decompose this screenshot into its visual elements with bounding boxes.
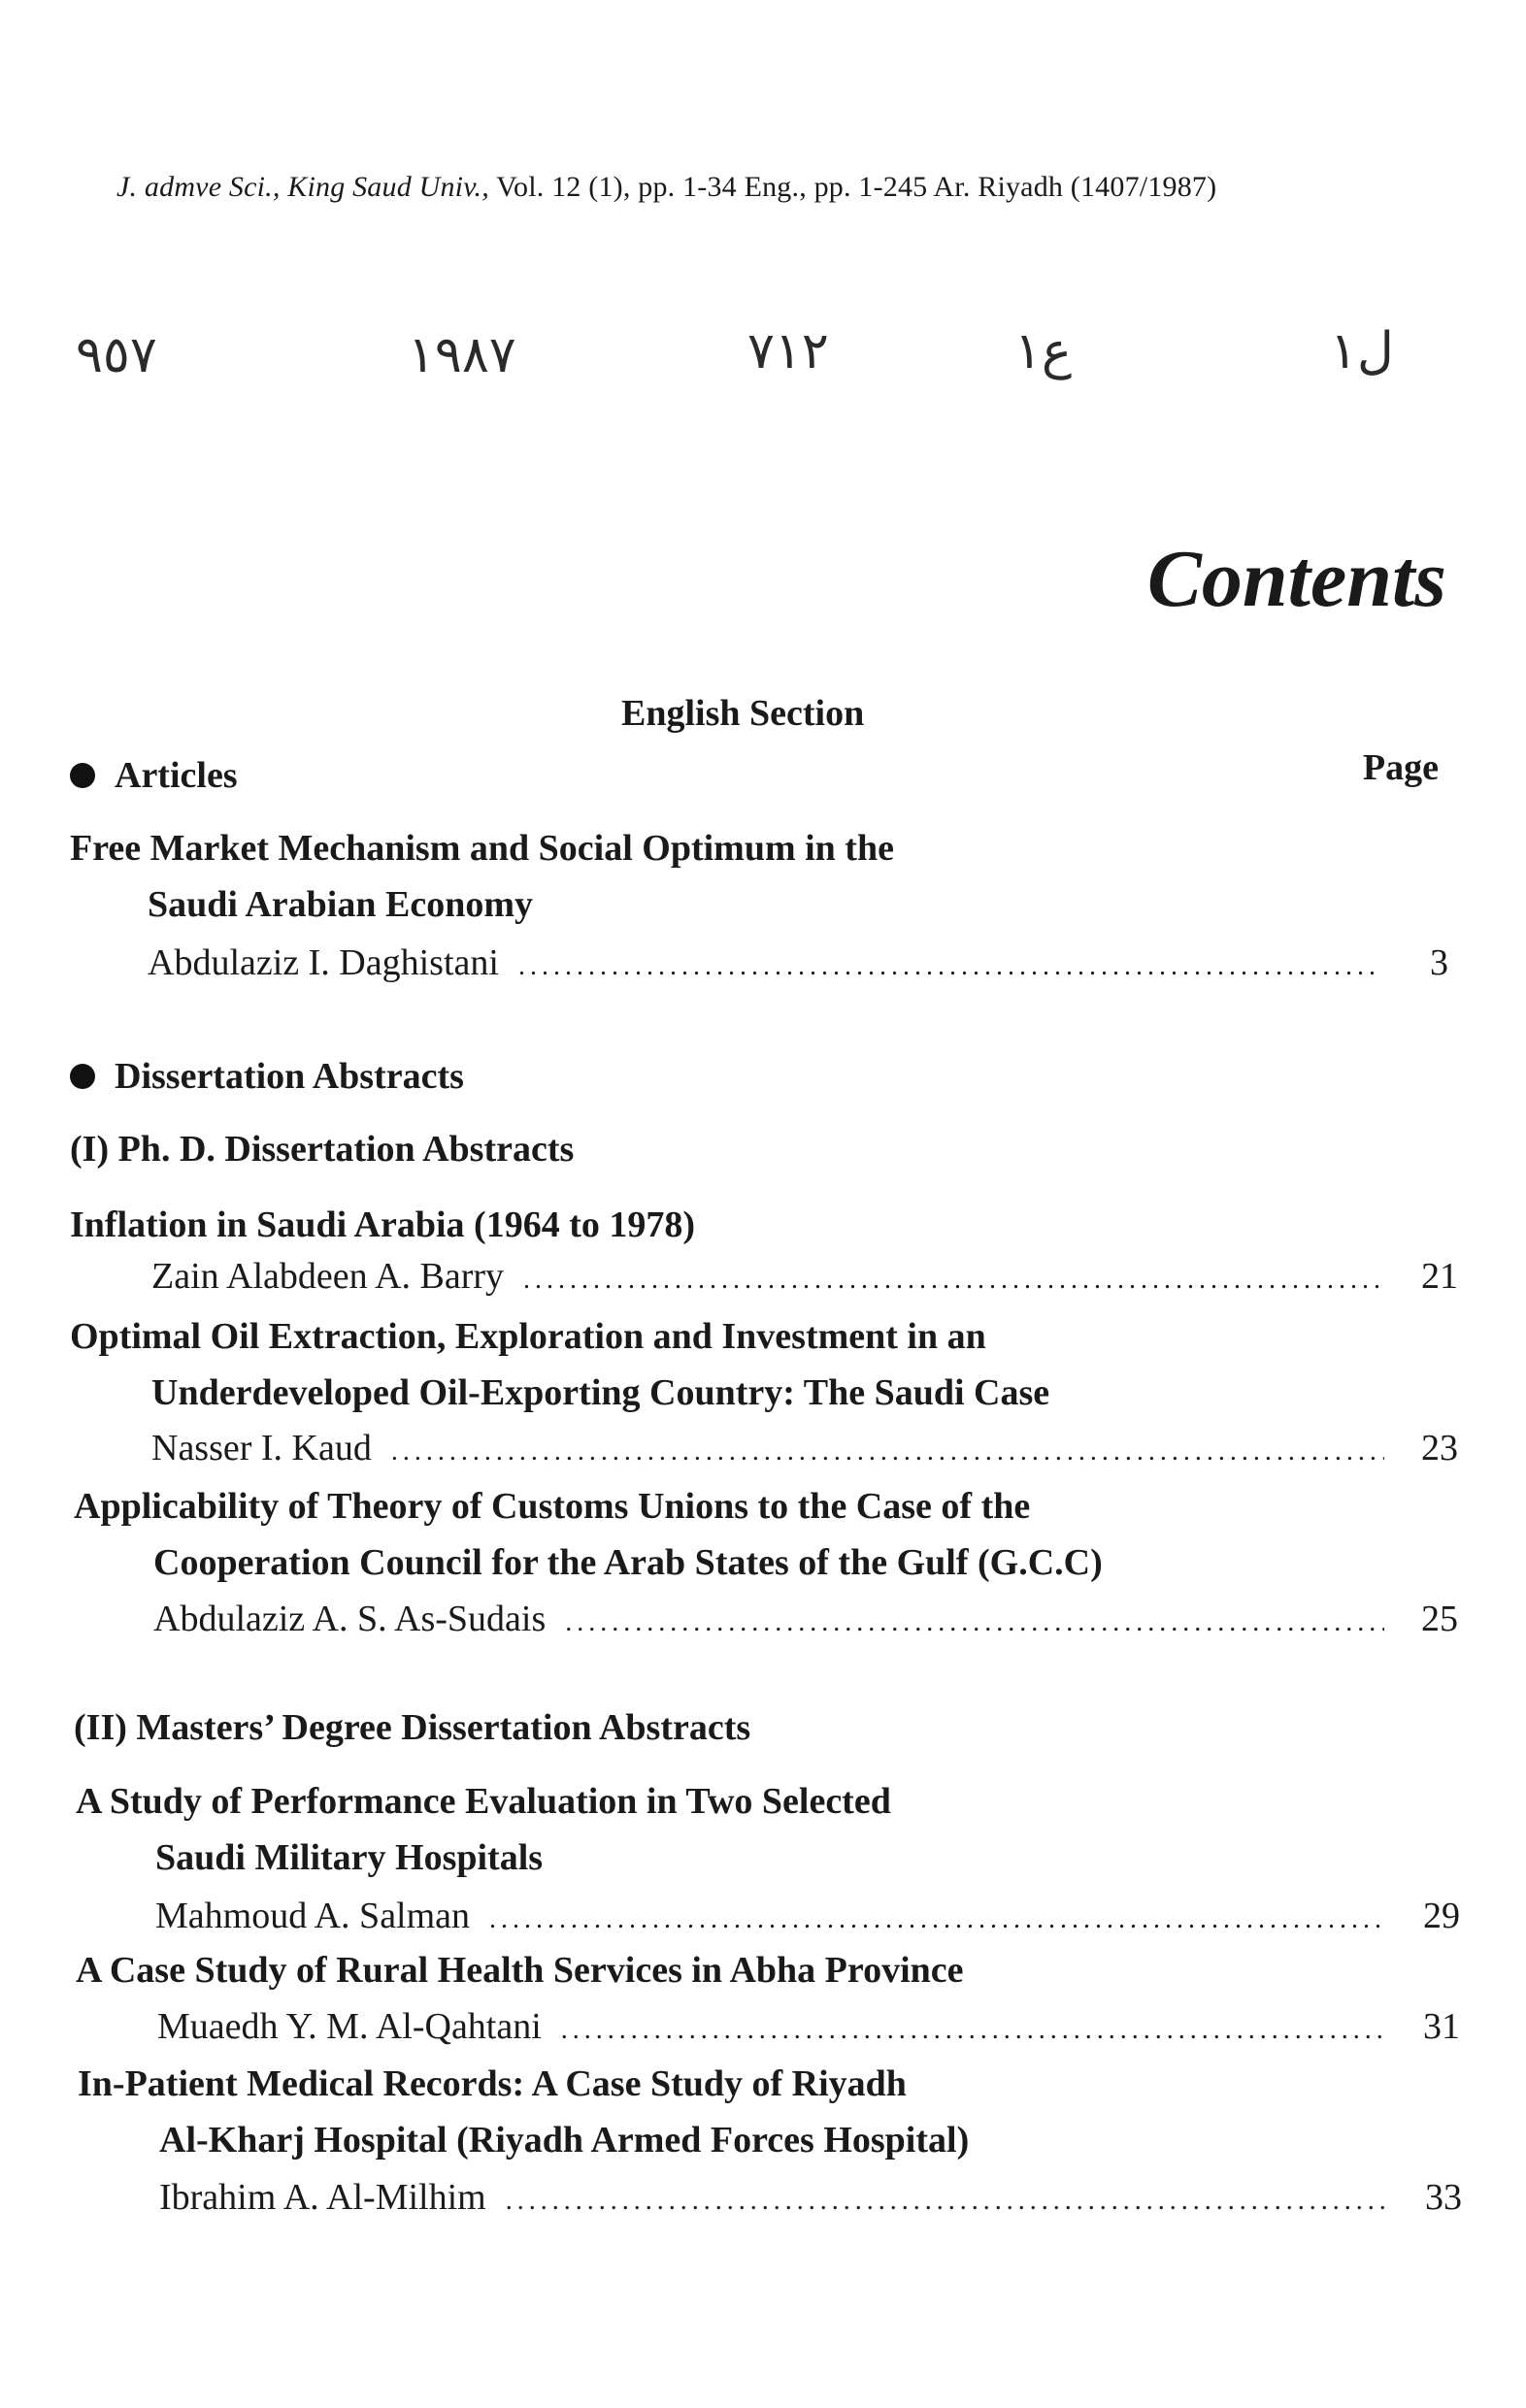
articles-heading [70, 754, 238, 797]
dissertations-heading [70, 1055, 464, 1098]
dissertations-heading-label: Dissertation Abstracts [115, 1056, 464, 1097]
handwritten-annotations [68, 322, 1427, 394]
articles-heading-label: Articles [115, 755, 238, 796]
leader-dots [506, 2186, 1388, 2217]
bullet-icon [70, 1064, 95, 1089]
handwritten-note: ل١ [1330, 322, 1394, 380]
page-title: Contents [1146, 534, 1446, 624]
article-author: Abdulaziz I. Daghistani [148, 942, 499, 983]
article-title: Inflation in Saudi Arabia (1964 to 1978) [70, 1204, 695, 1245]
article-title: Cooperation Council for the Arab States of the Gulf (G.C.C) [153, 1542, 1103, 1583]
article-title: Free Market Mechanism and Social Optimum in the [70, 828, 894, 869]
article-author: Nasser I. Kaud [151, 1428, 372, 1468]
page-number: 23 [1421, 1428, 1458, 1468]
toc-entry [151, 1427, 1458, 1469]
leader-dots [518, 951, 1375, 982]
article-author: Abdulaziz A. S. As-Sudais [153, 1599, 547, 1639]
handwritten-note: ٧١٢ [747, 322, 829, 380]
article-author: Zain Alabdeen A. Barry [151, 1256, 505, 1297]
leader-dots [523, 1265, 1384, 1296]
article-title: Optimal Oil Extraction, Exploration and Investment in an [70, 1316, 986, 1357]
page-number: 21 [1421, 1256, 1458, 1297]
article-title: Underdeveloped Oil-Exporting Country: The Saudi Case [151, 1372, 1050, 1413]
leader-dots [561, 2015, 1386, 2046]
article-title: Saudi Military Hospitals [155, 1837, 544, 1878]
handwritten-note: ١٩٨٧ [408, 326, 516, 384]
leader-dots [565, 1607, 1384, 1638]
phd-heading: (I) Ph. D. Dissertation Abstracts [70, 1129, 575, 1170]
journal-volume: Vol. 12 (1), pp. 1-34 Eng., pp. 1-245 Ar. Riyadh (1407/1987) [488, 171, 1217, 203]
article-title: Applicability of Theory of Customs Unions to the Case of the [74, 1486, 1031, 1527]
section-heading: English Section [621, 693, 865, 734]
article-title: A Case Study of Rural Health Services in Abha Province [76, 1950, 964, 1991]
article-title: In-Patient Medical Records: A Case Study of Riyadh [78, 2063, 907, 2104]
journal-citation [116, 171, 1216, 204]
toc-entry [151, 1255, 1458, 1298]
page-number: 3 [1430, 942, 1448, 983]
toc-entry [155, 1895, 1460, 1937]
journal-name: J. admve Sci., King Saud Univ., [116, 171, 489, 203]
leader-dots [391, 1436, 1384, 1468]
toc-entry [148, 941, 1448, 984]
toc-entry [157, 2005, 1460, 2048]
article-title: Al-Kharj Hospital (Riyadh Armed Forces Hospital) [159, 2120, 970, 2161]
page-number: 29 [1423, 1896, 1460, 1936]
article-title: Saudi Arabian Economy [148, 884, 533, 925]
toc-entry [153, 1598, 1458, 1640]
article-title: A Study of Performance Evaluation in Two Selected [76, 1781, 891, 1822]
leader-dots [489, 1904, 1386, 1935]
masters-heading: (II) Masters’ Degree Dissertation Abstracts [74, 1707, 751, 1748]
bullet-icon [70, 763, 95, 788]
handwritten-note: ع١ [1014, 322, 1072, 380]
page-number: 25 [1421, 1599, 1458, 1639]
article-author: Ibrahim A. Al-Milhim [159, 2177, 486, 2218]
page-number: 33 [1425, 2177, 1462, 2218]
page-column-heading: Page [1362, 747, 1439, 788]
toc-entry [159, 2176, 1462, 2219]
page-number: 31 [1423, 2006, 1460, 2047]
article-author: Mahmoud A. Salman [155, 1896, 471, 1936]
article-author: Muaedh Y. M. Al-Qahtani [157, 2006, 542, 2047]
handwritten-note: ٩٥٧ [76, 326, 157, 384]
